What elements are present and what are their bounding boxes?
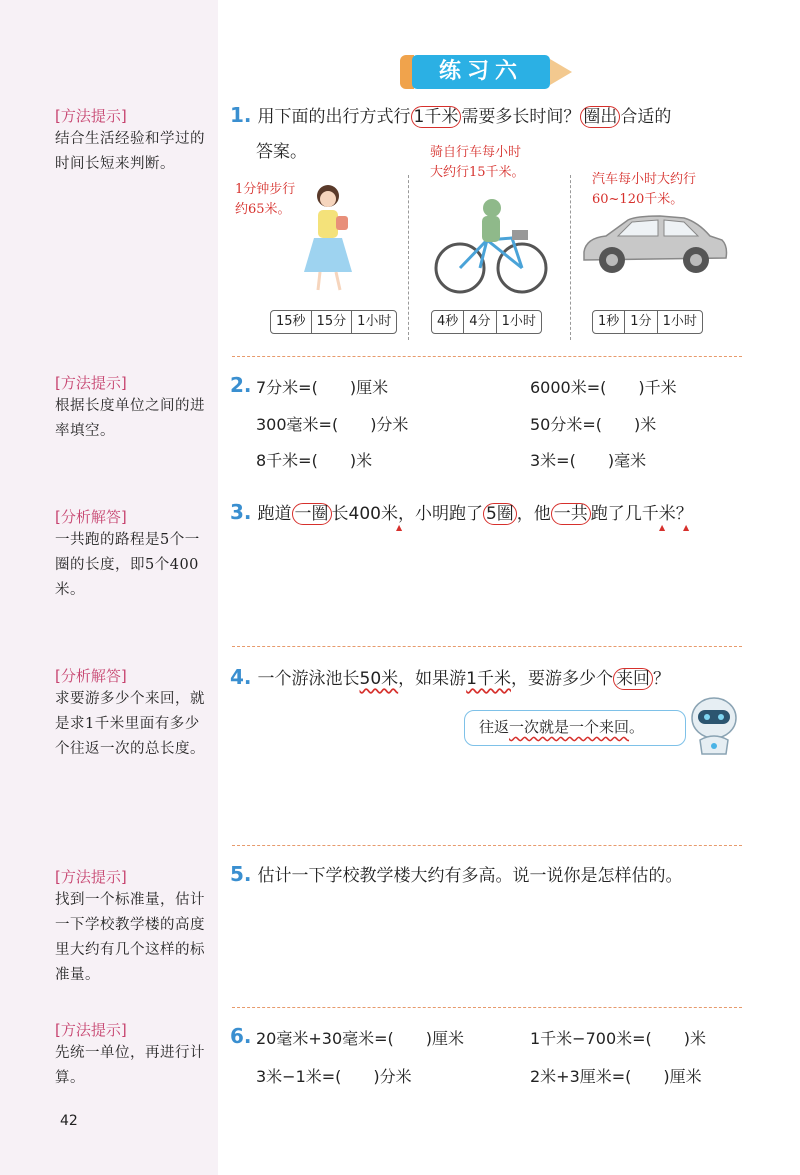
answer-choice[interactable]: 1分 bbox=[625, 311, 657, 333]
caption-line: 汽车每小时大约行 bbox=[592, 172, 697, 187]
question-number: 4. bbox=[230, 665, 252, 689]
q1-text: 需要多长时间？ bbox=[461, 107, 581, 127]
divider bbox=[570, 175, 571, 340]
question-6 bbox=[230, 1024, 258, 1050]
answer-choice[interactable]: 15秒 bbox=[271, 311, 312, 333]
question-5 bbox=[230, 862, 683, 888]
bubble-text: 往返 bbox=[479, 718, 510, 736]
question-number: 3. bbox=[230, 500, 252, 524]
robot-mascot-icon bbox=[684, 694, 744, 758]
tip-6 bbox=[55, 1019, 210, 1091]
banner-arrow bbox=[550, 59, 572, 85]
tip-2 bbox=[55, 372, 210, 444]
question-number: 5. bbox=[230, 862, 252, 886]
banner-title: 练习六 bbox=[412, 55, 550, 89]
bubble-text-underlined: 一次就是一个来回 bbox=[509, 718, 630, 736]
tip-3 bbox=[55, 506, 210, 603]
section-banner bbox=[400, 55, 575, 89]
question-1 bbox=[230, 103, 671, 129]
question-number: 2. bbox=[230, 373, 252, 397]
answer-choice[interactable]: 1秒 bbox=[593, 311, 625, 333]
answer-choice[interactable]: 4分 bbox=[464, 311, 496, 333]
q4-text: 一个游泳池长 bbox=[257, 669, 360, 689]
tip-title: [方法提示] bbox=[55, 1021, 127, 1039]
fill-blank[interactable]: 20毫米+30毫米=( )厘米 bbox=[256, 1029, 465, 1048]
car-caption bbox=[592, 170, 696, 210]
fill-blank[interactable]: 2米+3厘米=( )厘米 bbox=[530, 1067, 702, 1086]
q5-text: 估计一下学校教学楼大约有多高。说一说你是怎样估的。 bbox=[257, 866, 683, 886]
underlined-keyword: 50米 bbox=[359, 669, 399, 689]
fill-blank[interactable]: 7分米=( )厘米 bbox=[256, 378, 389, 397]
question-4 bbox=[230, 665, 670, 691]
circled-keyword: 5圈 bbox=[483, 503, 517, 525]
divider bbox=[408, 175, 409, 340]
q3-text: ，他 bbox=[516, 504, 551, 524]
section-divider bbox=[232, 356, 742, 357]
tip-5 bbox=[55, 866, 210, 988]
tip-text: 求要游多少个来回，就是求1千米里面有多少个往返一次的总长度。 bbox=[55, 691, 205, 757]
q4-text: ，如果游 bbox=[398, 669, 467, 689]
fill-blank[interactable]: 300毫米=( )分米 bbox=[256, 415, 409, 434]
emphasis-mark: ▲ bbox=[659, 523, 666, 532]
circled-keyword: 圈出 bbox=[580, 106, 620, 128]
fill-blank[interactable]: 50分米=( )米 bbox=[530, 415, 657, 434]
q4-text: ，要游多少个 bbox=[510, 669, 613, 689]
section-divider bbox=[232, 1007, 742, 1008]
hint-bubble bbox=[464, 710, 686, 746]
car-choices bbox=[592, 310, 703, 334]
underlined-keyword: 1千米 bbox=[466, 669, 511, 689]
emphasis-mark: ▲ bbox=[396, 523, 403, 532]
fill-blank[interactable]: 3米=( )毫米 bbox=[530, 451, 647, 470]
walking-girl-illustration bbox=[290, 180, 370, 295]
bike-caption bbox=[430, 143, 525, 183]
answer-choice[interactable]: 15分 bbox=[312, 311, 353, 333]
q1-text: 合适的 bbox=[620, 107, 672, 127]
tip-text: 根据长度单位之间的进率填空。 bbox=[55, 398, 205, 439]
page-number: 42 bbox=[60, 1113, 78, 1129]
q3-text: 跑道 bbox=[257, 504, 292, 524]
tip-4 bbox=[55, 665, 210, 762]
circled-keyword: 一共 bbox=[551, 503, 591, 525]
section-divider bbox=[232, 845, 742, 846]
question-3 bbox=[230, 500, 693, 526]
tip-title: [方法提示] bbox=[55, 374, 127, 392]
circled-keyword: 一圈 bbox=[292, 503, 332, 525]
tip-text: 结合生活经验和学过的时间长短来判断。 bbox=[55, 131, 205, 172]
tip-text: 找到一个标准量，估计一下学校教学楼的高度里大约有几个这样的标准量。 bbox=[55, 892, 205, 983]
answer-choice[interactable]: 1小时 bbox=[357, 314, 392, 329]
question-number: 1. bbox=[230, 103, 252, 127]
bubble-text: 。 bbox=[629, 718, 645, 736]
walk-choices bbox=[270, 310, 397, 334]
caption-line: 1分钟步行 bbox=[235, 182, 296, 197]
answer-choice[interactable]: 1小时 bbox=[662, 314, 697, 329]
caption-line: 约65米。 bbox=[235, 202, 291, 217]
q4-text: ？ bbox=[652, 669, 670, 689]
question-number: 6. bbox=[230, 1024, 252, 1048]
q1-text: 用下面的出行方式行 bbox=[257, 107, 411, 127]
answer-choice[interactable]: 1小时 bbox=[501, 314, 536, 329]
tip-title: [分析解答] bbox=[55, 508, 127, 526]
circled-keyword: 1千米 bbox=[411, 106, 462, 128]
tip-title: [分析解答] bbox=[55, 667, 127, 685]
fill-blank[interactable]: 6000米=( )千米 bbox=[530, 378, 677, 397]
q3-text: 长400米，小明跑了 bbox=[331, 504, 483, 524]
circled-keyword: 来回 bbox=[613, 668, 653, 690]
cyclist-illustration bbox=[432, 190, 550, 298]
caption-line: 大约行15千米。 bbox=[430, 165, 525, 180]
fill-blank[interactable]: 3米−1米=( )分米 bbox=[256, 1067, 412, 1086]
tip-title: [方法提示] bbox=[55, 107, 127, 125]
tip-1 bbox=[55, 105, 210, 177]
caption-line: 60~120千米。 bbox=[592, 192, 684, 207]
emphasis-mark: ▲ bbox=[683, 523, 690, 532]
tip-text: 一共跑的路程是5个一圈的长度，即5个400米。 bbox=[55, 532, 200, 598]
answer-choice[interactable]: 4秒 bbox=[432, 311, 464, 333]
question-2 bbox=[230, 373, 258, 399]
tip-text: 先统一单位，再进行计算。 bbox=[55, 1045, 205, 1086]
fill-blank[interactable]: 1千米−700米=( )米 bbox=[530, 1029, 707, 1048]
walk-caption bbox=[235, 180, 295, 220]
fill-blank[interactable]: 8千米=( )米 bbox=[256, 451, 373, 470]
q3-text: 跑了几千米？ bbox=[590, 504, 693, 524]
q1-line2: 答案。 bbox=[256, 142, 307, 162]
bike-choices bbox=[431, 310, 542, 334]
caption-line: 骑自行车每小时 bbox=[430, 145, 522, 160]
section-divider bbox=[232, 646, 742, 647]
tip-title: [方法提示] bbox=[55, 868, 127, 886]
car-illustration bbox=[580, 212, 730, 278]
